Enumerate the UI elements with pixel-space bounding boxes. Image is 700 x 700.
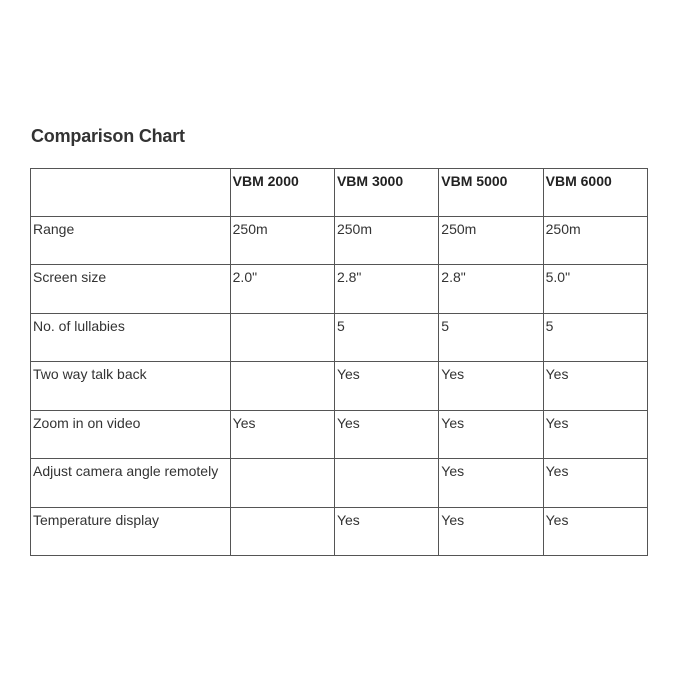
row-feature-label: Range (31, 217, 231, 265)
table-cell: 250m (230, 217, 334, 265)
table-row (31, 362, 648, 410)
row-feature-label: Adjust camera angle remotely (31, 459, 231, 507)
table-cell (230, 459, 334, 507)
table-cell: 5 (543, 313, 647, 361)
table-row (31, 459, 648, 507)
row-feature-label: No. of lullabies (31, 313, 231, 361)
table-cell: 5 (439, 313, 543, 361)
header-cell-vbm-3000: VBM 3000 (334, 169, 438, 217)
table-cell: 2.0" (230, 265, 334, 313)
table-cell: Yes (543, 410, 647, 458)
header-cell-empty (31, 169, 231, 217)
table-cell: 2.8" (334, 265, 438, 313)
row-feature-label: Temperature display (31, 507, 231, 555)
table-cell: Yes (439, 507, 543, 555)
table-cell (334, 459, 438, 507)
table-cell: Yes (334, 507, 438, 555)
table-cell: Yes (230, 410, 334, 458)
table-cell: Yes (439, 410, 543, 458)
table-row (31, 313, 648, 361)
table-cell: Yes (543, 459, 647, 507)
comparison-table (30, 168, 648, 556)
page-title: Comparison Chart (31, 126, 185, 146)
row-feature-label: Two way talk back (31, 362, 231, 410)
table-cell: Yes (439, 459, 543, 507)
header-cell-vbm-5000: VBM 5000 (439, 169, 543, 217)
table-cell: 250m (543, 217, 647, 265)
table-cell (230, 507, 334, 555)
table-row (31, 217, 648, 265)
row-feature-label: Screen size (31, 265, 231, 313)
table-cell: Yes (334, 362, 438, 410)
table-cell (230, 313, 334, 361)
table-cell: 2.8" (439, 265, 543, 313)
table-cell: 5 (334, 313, 438, 361)
row-feature-label: Zoom in on video (31, 410, 231, 458)
table-row (31, 265, 648, 313)
table-cell: 250m (334, 217, 438, 265)
table-cell (230, 362, 334, 410)
table-row (31, 410, 648, 458)
table-cell: Yes (543, 362, 647, 410)
header-cell-vbm-6000: VBM 6000 (543, 169, 647, 217)
header-cell-vbm-2000: VBM 2000 (230, 169, 334, 217)
table-header-row (31, 169, 648, 217)
table-cell: Yes (334, 410, 438, 458)
table-cell: 250m (439, 217, 543, 265)
table-cell: 5.0" (543, 265, 647, 313)
table-cell: Yes (543, 507, 647, 555)
table-cell: Yes (439, 362, 543, 410)
table-row (31, 507, 648, 555)
